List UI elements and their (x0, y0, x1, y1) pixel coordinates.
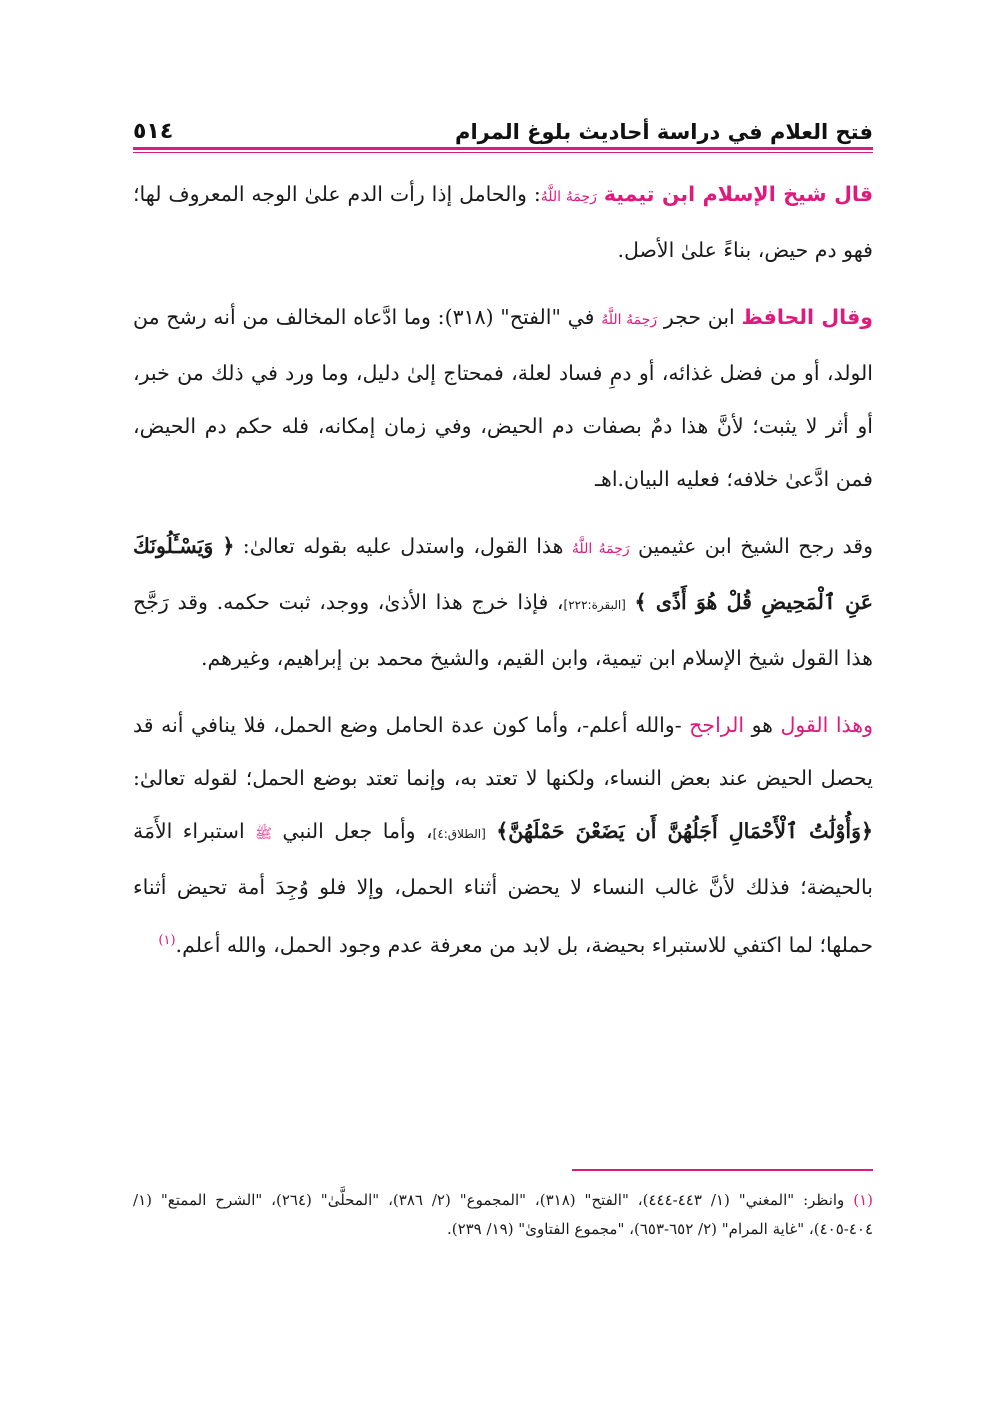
paragraph-text: هو (744, 713, 781, 737)
header-rule-thick (133, 147, 873, 150)
footnote (133, 1186, 873, 1244)
paragraph-text: -والله أعلم-، وأما كون عدة الحامل وضع الحمل، فلا ينافي أنه قد يحصل الحيض عند بعض النساء، ولكنها لا تعتد به، وإنما تعتد بوضع الحمل؛ لقوله تعالىٰ: (133, 713, 873, 790)
salutation-glyph: ﷺ (255, 826, 273, 842)
paragraph-text: ، فإذا خرج هذا الأذىٰ، ووجد، ثبت حكمه. وقد رَجَّح هذا القول شيخ الإسلام ابن تيمية، وابن القيم، والشيخ محمد بن إبراهيم، وغيرهم. (133, 590, 873, 670)
paragraph-text: : والحامل إذا رأت الدم علىٰ الوجه المعروف لها؛ فهو دم حيض، بناءً علىٰ الأصل. (133, 182, 873, 262)
quran-verse: ﴿ وَيَسْـَٔلُونَكَ عَنِ ٱلْمَحِيضِ قُلْ هُوَ أَذًى ﴾ (133, 534, 873, 614)
paragraph-1 (133, 168, 873, 277)
footnote-number: (١) (853, 1191, 873, 1209)
verse-reference: [الطلاق:٤] (432, 827, 486, 841)
main-text (133, 168, 873, 986)
paragraph-text: ابن حجر (657, 305, 742, 329)
paragraph-4 (133, 699, 873, 972)
paragraph-text: وقد رجح الشيخ ابن عثيمين (629, 534, 873, 558)
page-number: ٥١٤ (133, 119, 174, 144)
footnote-separator (572, 1169, 873, 1171)
phrase-highlight: وهذا القول (780, 713, 874, 737)
paragraph-3 (133, 520, 873, 685)
paragraph-2 (133, 291, 873, 506)
header-rule-thin (133, 152, 873, 153)
speaker-highlight: قال شيخ الإسلام ابن تيمية (603, 182, 873, 206)
quran-verse: ﴿وَأُوْلَٰتُ ٱلْأَحْمَالِ أَجَلُهُنَّ أَن يَضَعْنَ حَمْلَهُنَّ﴾ (496, 819, 873, 843)
speaker-highlight: وقال الحافظ (741, 305, 873, 329)
header-title: فتح العلام في دراسة أحاديث بلوغ المرام (455, 120, 873, 144)
page-header (133, 104, 873, 144)
honorific: رَحِمَهُ اللَّهُ (540, 189, 597, 205)
paragraph-text: استبراء الأَمَة بالحيضة؛ فذلك لأنَّ غالب النساء لا يحضن أثناء الحمل، وإلا فلو وُجِدَ أمة تحيض أثناء حملها؛ لما اكتفي للاستبراء بحيضة، بل لابد من معرفة عدم وجود الحمل، والله أعلم. (133, 819, 873, 957)
honorific: رَحِمَهُ اللَّهُ (571, 541, 630, 557)
paragraph-text: ، وأما جعل النبي (272, 819, 433, 843)
paragraph-text: هذا القول، واستدل عليه بقوله تعالىٰ: (234, 534, 572, 558)
honorific: رَحِمَهُ اللَّهُ (601, 312, 658, 328)
footnote-text: وانظر: "المغني" (١/ ٤٤٣-٤٤٤)، "الفتح" (٣١٨)، "المجموع" (٢/ ٣٨٦)، "المحلَّىٰ" (٢٦٤)، "الشرح الممتع" (١/ ٤٠٤-٤٠٥)، "غاية المرام" (٢/ ٦٥٢-٦٥٣)، "مجموع الفتاوىٰ" (١٩/ ٢٣٩). (133, 1191, 873, 1238)
verse-reference: [البقرة:٢٢٢] (563, 598, 626, 612)
paragraph-text: في "الفتح" (٣١٨): وما ادَّعاه المخالف من أنه رشح من الولد، أو من فضل غذائه، أو دمِ فساد لعلة، فمحتاج إلىٰ دليل، وما ورد في ذلك من خبر، أو أثر لا يثبت؛ لأنَّ هذا دمٌ بصفات دم الحيض، وفي زمان إمكانه، فله حكم دم الحيض، فمن ادَّعىٰ خلافه؛ فعليه البيان.اهـ (133, 305, 873, 491)
footnote-marker[interactable]: (١) (158, 933, 176, 948)
phrase-highlight: الراجح (689, 713, 745, 737)
